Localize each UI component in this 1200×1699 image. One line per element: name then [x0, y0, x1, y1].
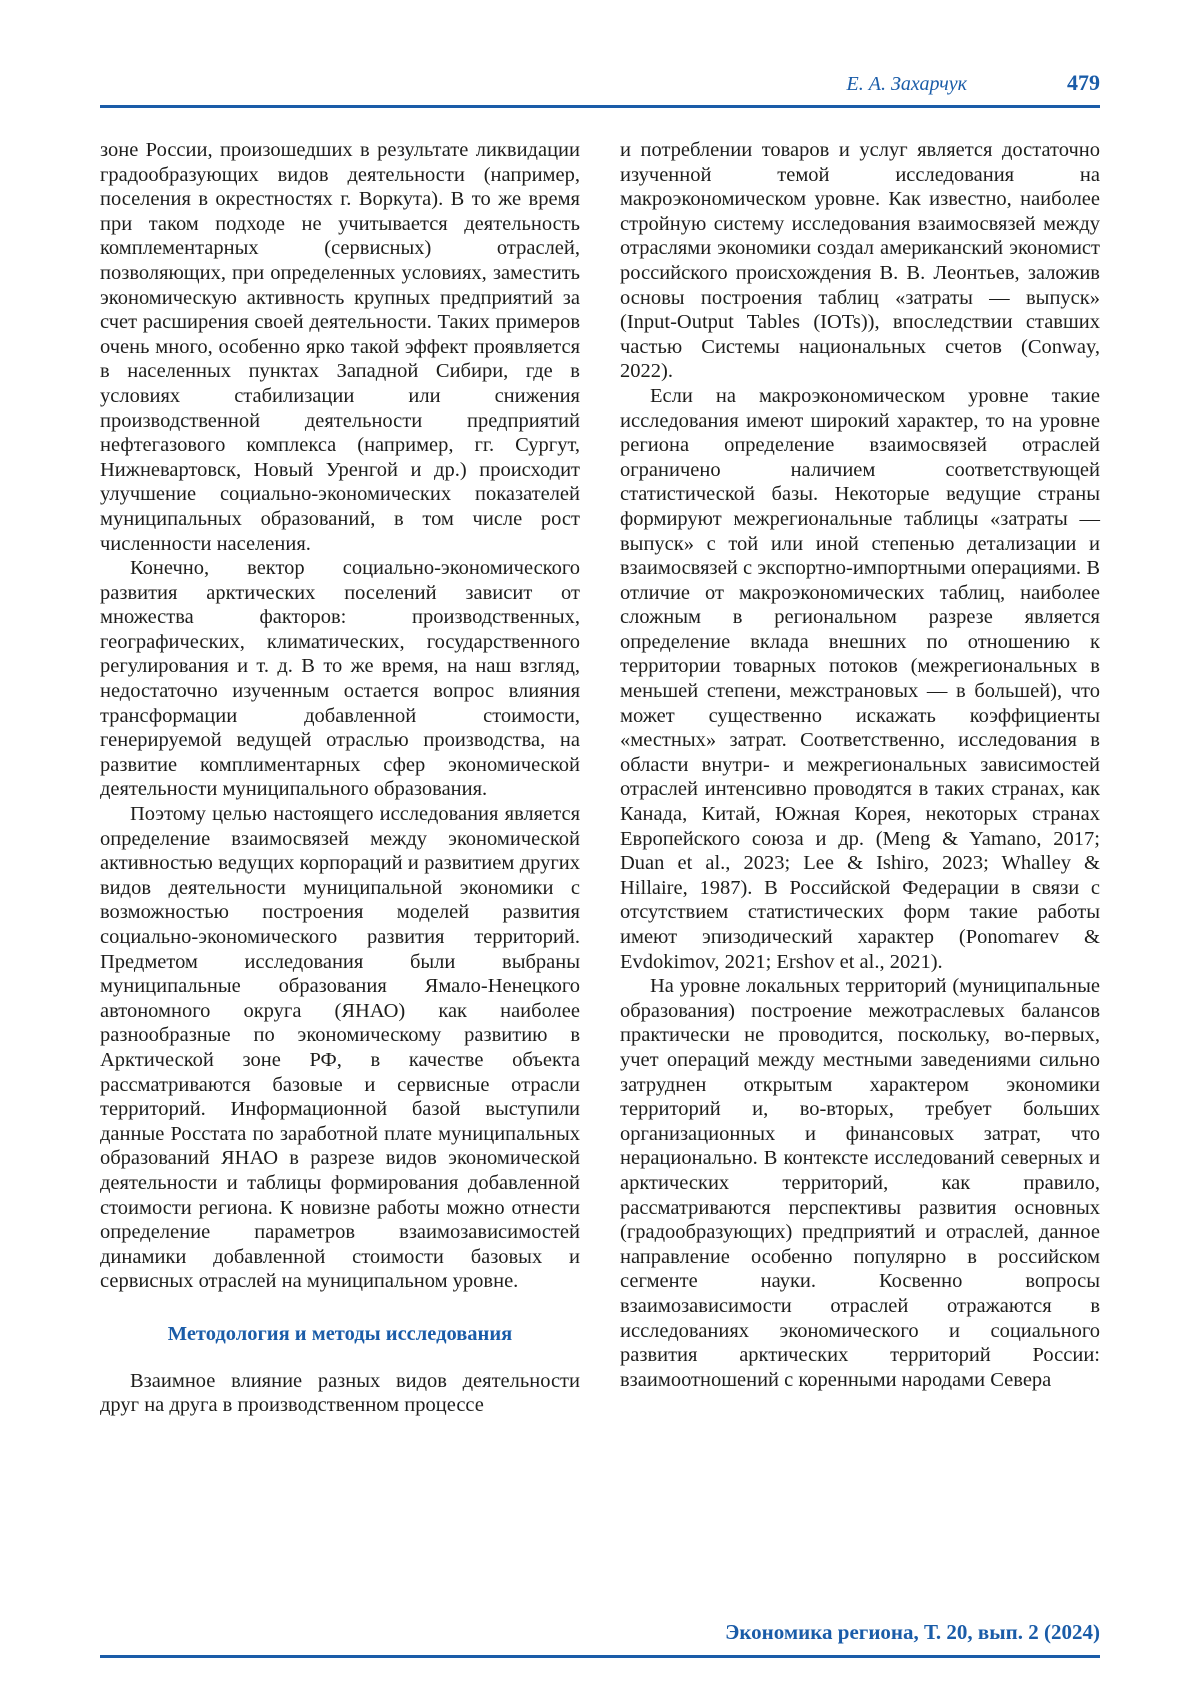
page-number: 479: [1067, 70, 1100, 95]
page-footer: [100, 1620, 1100, 1658]
page-header: [100, 70, 1100, 108]
paragraph: Взаимное влияние разных видов деятельности друг на друга в производственном процессе: [100, 1369, 580, 1417]
footer-rule: [100, 1655, 1100, 1658]
journal-footer-line: Экономика региона, Т. 20, вып. 2 (2024): [725, 1620, 1100, 1644]
paragraph: зоне России, произошедших в результате ликвидации градообразующих видов деятельности (например, поселения в окрестностях г. Воркута). В то же время при таком подходе не учитывается деятельность комплементарных (сервисных) отраслей, позволяющих, при определенных условиях, заместить экономическую активность крупных предприятий за счет расширения своей деятельности. Таких примеров очень много, особенно ярко такой эффект проявляется в населенных пунктах Западной Сибири, где в условиях стабилизации или снижения производственной деятельности предприятий нефтегазового комплекса (например, гг. Сургут, Нижневартовск, Новый Уренгой и др.) происходит улучшение социально-экономических показателей муниципальных образований, в том числе рост численности населения.: [100, 139, 580, 555]
paragraph: Поэтому целью настоящего исследования является определение взаимосвязей между экономической активностью ведущих корпораций и развитием других видов деятельности муниципальной экономики с возможностью построения моделей развития социально-экономического развития территорий. Предметом исследования были выбраны муниципальные образования Ямало-Ненецкого автономного округа (ЯНАО) как наиболее разнообразные по экономическому развитию в Арктической зоне РФ, в качестве объекта рассматриваются базовые и сервисные отрасли территорий. Информационной базой выступили данные Росстата по заработной плате муниципальных образований ЯНАО в разрезе видов экономической деятельности и таблицы формирования добавленной стоимости региона. К новизне работы можно отнести определение параметров взаимозависимостей динамики добавленной стоимости базовых и сервисных отраслей на муниципальном уровне.: [100, 803, 580, 1293]
right-column: [620, 138, 1100, 1418]
article-body: [100, 138, 1100, 1418]
section-heading-methodology: Методология и методы исследования: [167, 1322, 513, 1345]
left-column: [100, 138, 580, 1418]
paragraph: Конечно, вектор социально-экономического развития арктических поселений зависит от множества факторов: производственных, географических, климатических, государственного регулирования и т. д. В то же время, на наш взгляд, недостаточно изученным остается вопрос влияния трансформации добавленной стоимости, генерируемой ведущей отраслью производства, на развитие комплиментарных сфер экономической деятельности муниципального образования.: [100, 557, 580, 801]
running-head-author: Е. А. Захарчук: [846, 73, 967, 95]
running-head: [100, 70, 1100, 96]
paragraph: Если на макроэкономическом уровне такие исследования имеют широкий характер, то на уровне региона определение взаимосвязей отраслей ограничено наличием соответствующей статистической базы. Некоторые ведущие страны формируют межрегиональные таблицы «затраты — выпуск» с той или иной степенью детализации и взаимосвязей с экспортно-импортными операциями. В отличие от макроэкономических таблиц, наиболее сложным в региональном разрезе является определение вклада внешних по отношению к территории товарных потоков (межрегиональных в меньшей степени, межстрановых — в большей), что может существенно искажать коэффициенты «местных» затрат. Соответственно, исследования в области внутри- и межрегиональных зависимостей отраслей интенсивно проводятся в таких странах, как Канада, Китай, Южная Корея, некоторых странах Европейского союза и др. (Meng & Yamano, 2017; Duan et al., 2023; Lee & Ishiro, 2023; Whalley & Hillaire, 1987). В Российской Федерации в связи с отсутствием статистических форм такие работы имеют эпизодический характер (Ponomarev & Evdokimov, 2021; Ershov et al., 2021).: [620, 384, 1100, 973]
header-rule: [100, 105, 1100, 108]
paragraph: и потреблении товаров и услуг является достаточно изученной темой исследования на макроэкономическом уровне. Как известно, наиболее стройную систему исследования взаимосвязей между отраслями экономики создал американский экономист российского происхождения В. В. Леонтьев, заложив основы построения таблиц «затраты — выпуск» (Input-Output Tables (IOTs)), впоследствии ставших частью Системы национальных счетов (Conway, 2022).: [620, 139, 1100, 383]
paragraph: На уровне локальных территорий (муниципальные образования) построение межотраслевых балансов практически не проводится, поскольку, во-первых, учет операций между местными заведениями сильно затруднен открытым характером экономики территорий и, во-вторых, требует больших организационных и финансовых затрат, что нерационально. В контексте исследований северных и арктических территорий, как правило, рассматриваются перспективы развития основных (градообразующих) предприятий и отраслей, данное направление особенно популярно в российском сегменте науки. Косвенно вопросы взаимозависимости отраслей отражаются в исследованиях экономического и социального развития арктических территорий России: взаимоотношений с коренными народами Севера: [620, 975, 1100, 1391]
